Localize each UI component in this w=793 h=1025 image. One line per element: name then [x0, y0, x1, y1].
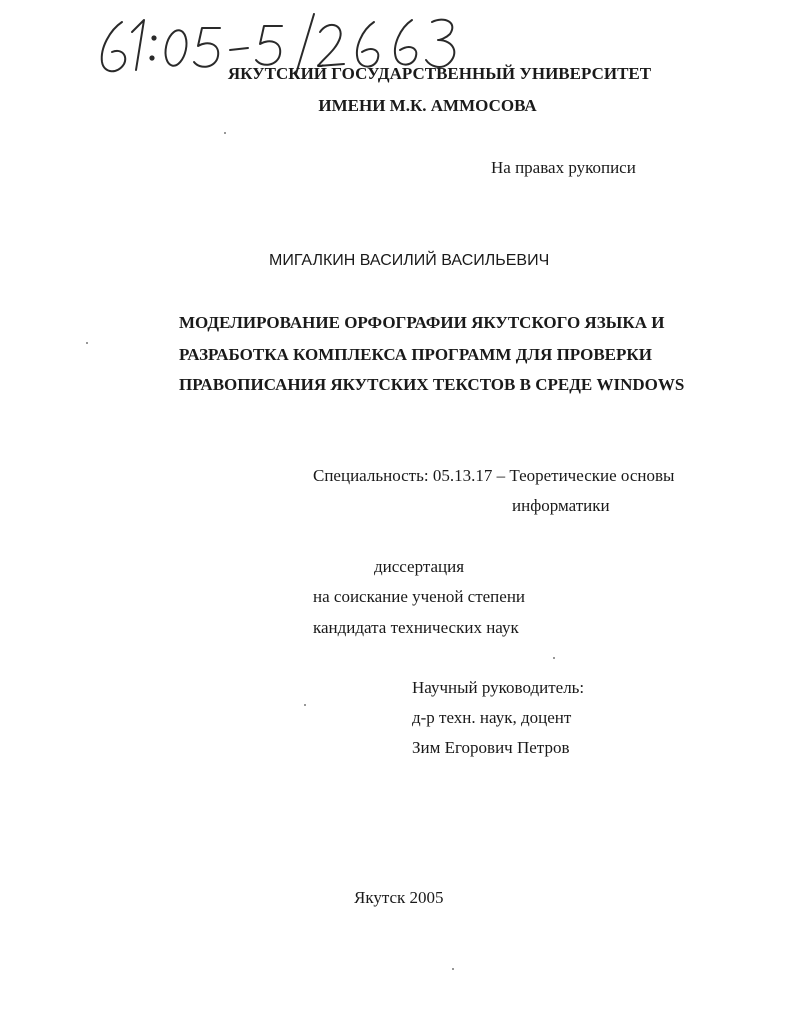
specialty-line2: информатики	[512, 496, 610, 515]
degree-line2: на соискание ученой степени	[313, 587, 526, 606]
scan-speck	[553, 657, 555, 659]
rights-note: На правах рукописи	[491, 158, 636, 177]
specialty-line1: Специальность: 05.13.17 – Теоретические основы	[313, 466, 675, 485]
supervisor-degree: д-р техн. наук, доцент	[412, 708, 572, 727]
title-line3: ПРАВОПИСАНИЯ ЯКУТСКИХ ТЕКСТОВ В СРЕДЕ WINDOWS	[179, 375, 685, 394]
scan-speck	[86, 342, 88, 344]
supervisor-label: Научный руководитель:	[412, 678, 585, 697]
scan-speck	[224, 132, 226, 134]
university-name-line2: ИМЕНИ М.К. АММОСОВА	[318, 96, 537, 115]
author-name: МИГАЛКИН ВАСИЛИЙ ВАСИЛЬЕВИЧ	[269, 252, 550, 269]
place-year: Якутск 2005	[354, 888, 444, 907]
degree-line1: диссертация	[374, 557, 465, 576]
title-line2: РАЗРАБОТКА КОМПЛЕКСА ПРОГРАММ ДЛЯ ПРОВЕРКИ	[179, 345, 652, 364]
scan-speck	[304, 704, 306, 706]
scan-speck	[452, 968, 454, 970]
university-name-line1: ЯКУТСКИЙ ГОСУДАРСТВЕННЫЙ УНИВЕРСИТЕТ	[227, 64, 652, 83]
title-line1: МОДЕЛИРОВАНИЕ ОРФОГРАФИИ ЯКУТСКОГО ЯЗЫКА И	[179, 313, 665, 332]
degree-line3: кандидата технических наук	[313, 618, 519, 637]
supervisor-name: Зим Егорович Петров	[412, 738, 570, 757]
